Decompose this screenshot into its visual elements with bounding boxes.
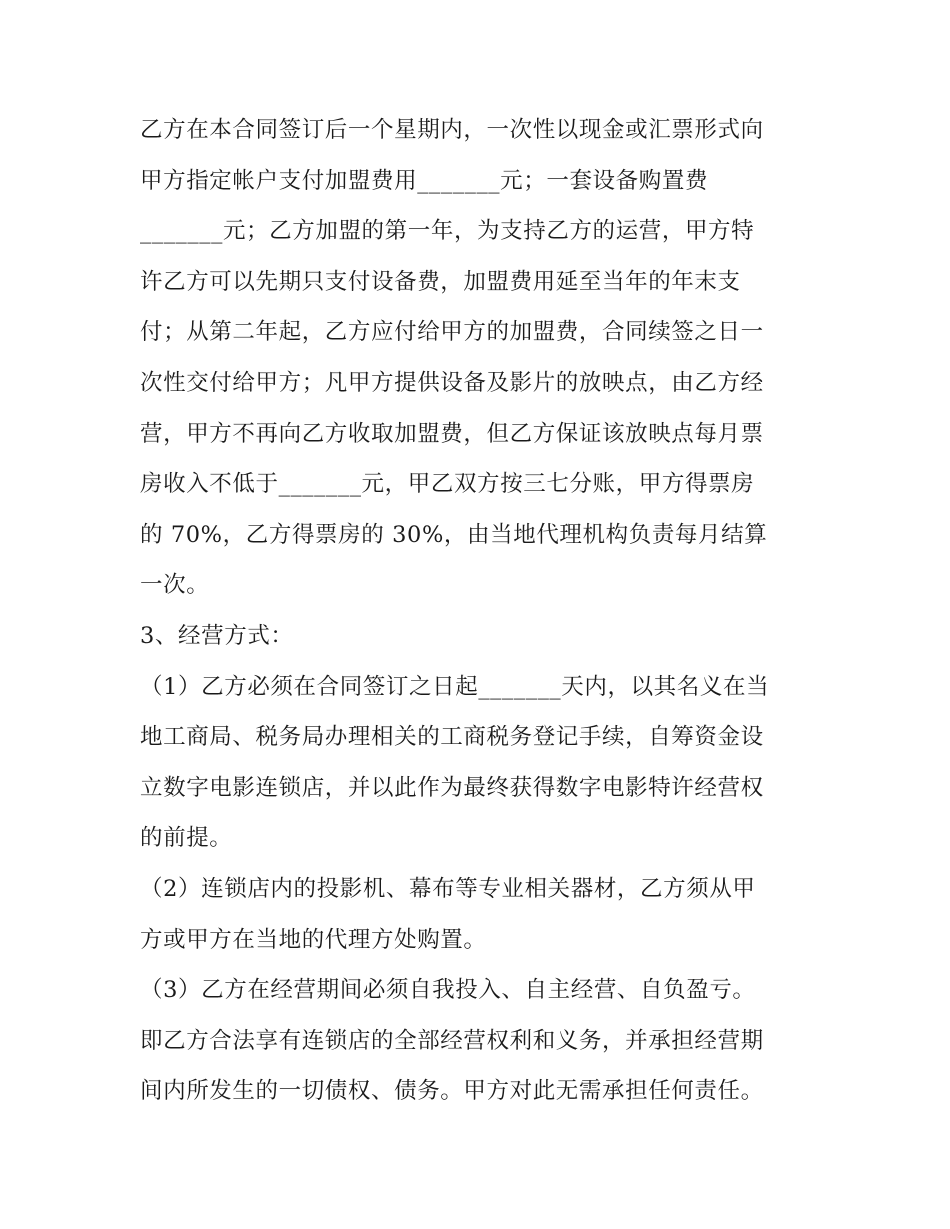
text-line: 即乙方合法享有连锁店的全部经营权利和义务，并承担经营期 [140,1027,764,1054]
text-line: 的前提。 [140,825,233,852]
text-line: （2）连锁店内的投影机、幕布等专业相关器材，乙方须从甲 [140,875,756,902]
section-heading: 3、经营方式： [140,622,294,649]
text-line: （3）乙方在经营期间必须自我投入、自主经营、自负盈亏。 [140,977,756,1004]
text-line: 立数字电影连锁店，并以此作为最终获得数字电影特许经营权 [140,774,764,801]
text-line: 次性交付给甲方；凡甲方提供设备及影片的放映点，由乙方经 [140,369,764,396]
text-line: 营，甲方不再向乙方收取加盟费，但乙方保证该放映点每月票 [140,420,764,447]
text-line: 间内所发生的一切债权、债务。甲方对此无需承担任何责任。 [140,1078,764,1105]
text-line: 许乙方可以先期只支付设备费，加盟费用延至当年的年末支 [140,268,741,295]
text-line: 的 70%，乙方得票房的 30%，由当地代理机构负责每月结算 [140,521,768,548]
contract-body [140,105,820,1117]
text-line: 方或甲方在当地的代理方处购置。 [140,926,487,953]
text-line: 付；从第二年起，乙方应付给甲方的加盟费，合同续签之日一 [140,319,764,346]
text-line: （1）乙方必须在合同签订之日起_______天内，以其名义在当 [140,673,770,700]
text-line: 一次。 [140,572,210,599]
text-line: 房收入不低于_______元，甲乙双方按三七分账，甲方得票房 [140,471,755,498]
text-line: 甲方指定帐户支付加盟费用_______元；一套设备购置费 [140,167,709,194]
text-line: 乙方在本合同签订后一个星期内，一次性以现金或汇票形式向 [140,117,764,143]
text-line: 地工商局、税务局办理相关的工商税务登记手续，自筹资金设 [140,724,764,751]
text-line: _______元；乙方加盟的第一年，为支持乙方的运营，甲方特 [140,218,755,245]
